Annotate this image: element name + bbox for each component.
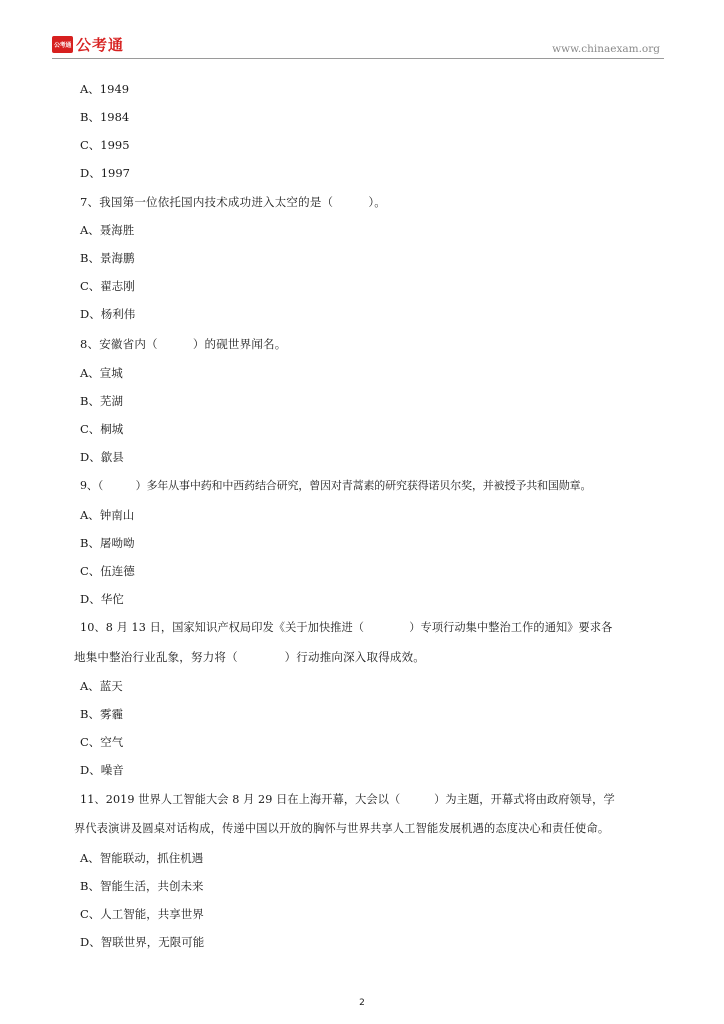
question-9: 9、（ ）多年从事中药和中西药结合研究，曾因对青蒿素的研究获得诺贝尔奖，并被授予共和国勋章。 bbox=[80, 479, 592, 492]
option-b: B、景海鹏 bbox=[80, 251, 135, 265]
question-8: 8、安徽省内（ ）的砚世界闻名。 bbox=[80, 337, 287, 351]
site-url-link[interactable]: www.chinaexam.org bbox=[552, 43, 660, 55]
option-d: D、歙县 bbox=[80, 450, 124, 464]
option-a: A、钟南山 bbox=[80, 508, 135, 522]
option-b: B、1984 bbox=[80, 110, 130, 124]
question-10-line-1: 10、8 月 13 日，国家知识产权局印发《关于加快推进（ ）专项行动集中整治工作的通知》要求各 bbox=[80, 621, 613, 634]
option-c: C、空气 bbox=[80, 735, 124, 749]
option-a: A、1949 bbox=[80, 82, 130, 96]
option-d: D、华佗 bbox=[80, 592, 124, 606]
option-b: B、智能生活，共创未来 bbox=[80, 879, 204, 893]
option-c: C、翟志刚 bbox=[80, 279, 135, 293]
brand-logo[interactable] bbox=[52, 34, 124, 55]
option-a: A、宣城 bbox=[80, 366, 123, 380]
logo-text: 公考通 bbox=[76, 36, 125, 54]
header-divider bbox=[52, 58, 664, 59]
option-d: D、智联世界，无限可能 bbox=[80, 935, 205, 949]
question-11-line-2: 界代表演讲及圆桌对话构成，传递中国以开放的胸怀与世界共享人工智能发展机遇的态度决心和责任使命。 bbox=[74, 822, 610, 835]
option-d: D、杨利伟 bbox=[80, 307, 136, 321]
option-d: D、1997 bbox=[80, 166, 130, 180]
option-b: B、雾霾 bbox=[80, 707, 123, 721]
option-c: C、1995 bbox=[80, 138, 130, 152]
question-11-line-1: 11、2019 世界人工智能大会 8 月 29 日在上海开幕，大会以（ ）为主题，开幕式将由政府领导，学 bbox=[80, 793, 615, 806]
option-c: C、桐城 bbox=[80, 422, 124, 436]
page-header bbox=[52, 34, 664, 58]
page-number: 2 bbox=[359, 998, 365, 1008]
logo-badge-icon: 公考通 bbox=[52, 36, 73, 53]
option-b: B、屠呦呦 bbox=[80, 536, 135, 550]
option-c: C、伍连德 bbox=[80, 564, 135, 578]
option-d: D、噪音 bbox=[80, 763, 124, 777]
option-c: C、人工智能，共享世界 bbox=[80, 907, 204, 921]
option-b: B、芜湖 bbox=[80, 394, 123, 408]
option-a: A、智能联动，抓住机遇 bbox=[80, 851, 204, 865]
option-a: A、蓝天 bbox=[80, 679, 123, 693]
question-7: 7、我国第一位依托国内技术成功进入太空的是（ ）。 bbox=[80, 195, 386, 209]
question-10-line-2: 地集中整治行业乱象，努力将（ ）行动推向深入取得成效。 bbox=[74, 650, 425, 664]
option-a: A、聂海胜 bbox=[80, 223, 135, 237]
